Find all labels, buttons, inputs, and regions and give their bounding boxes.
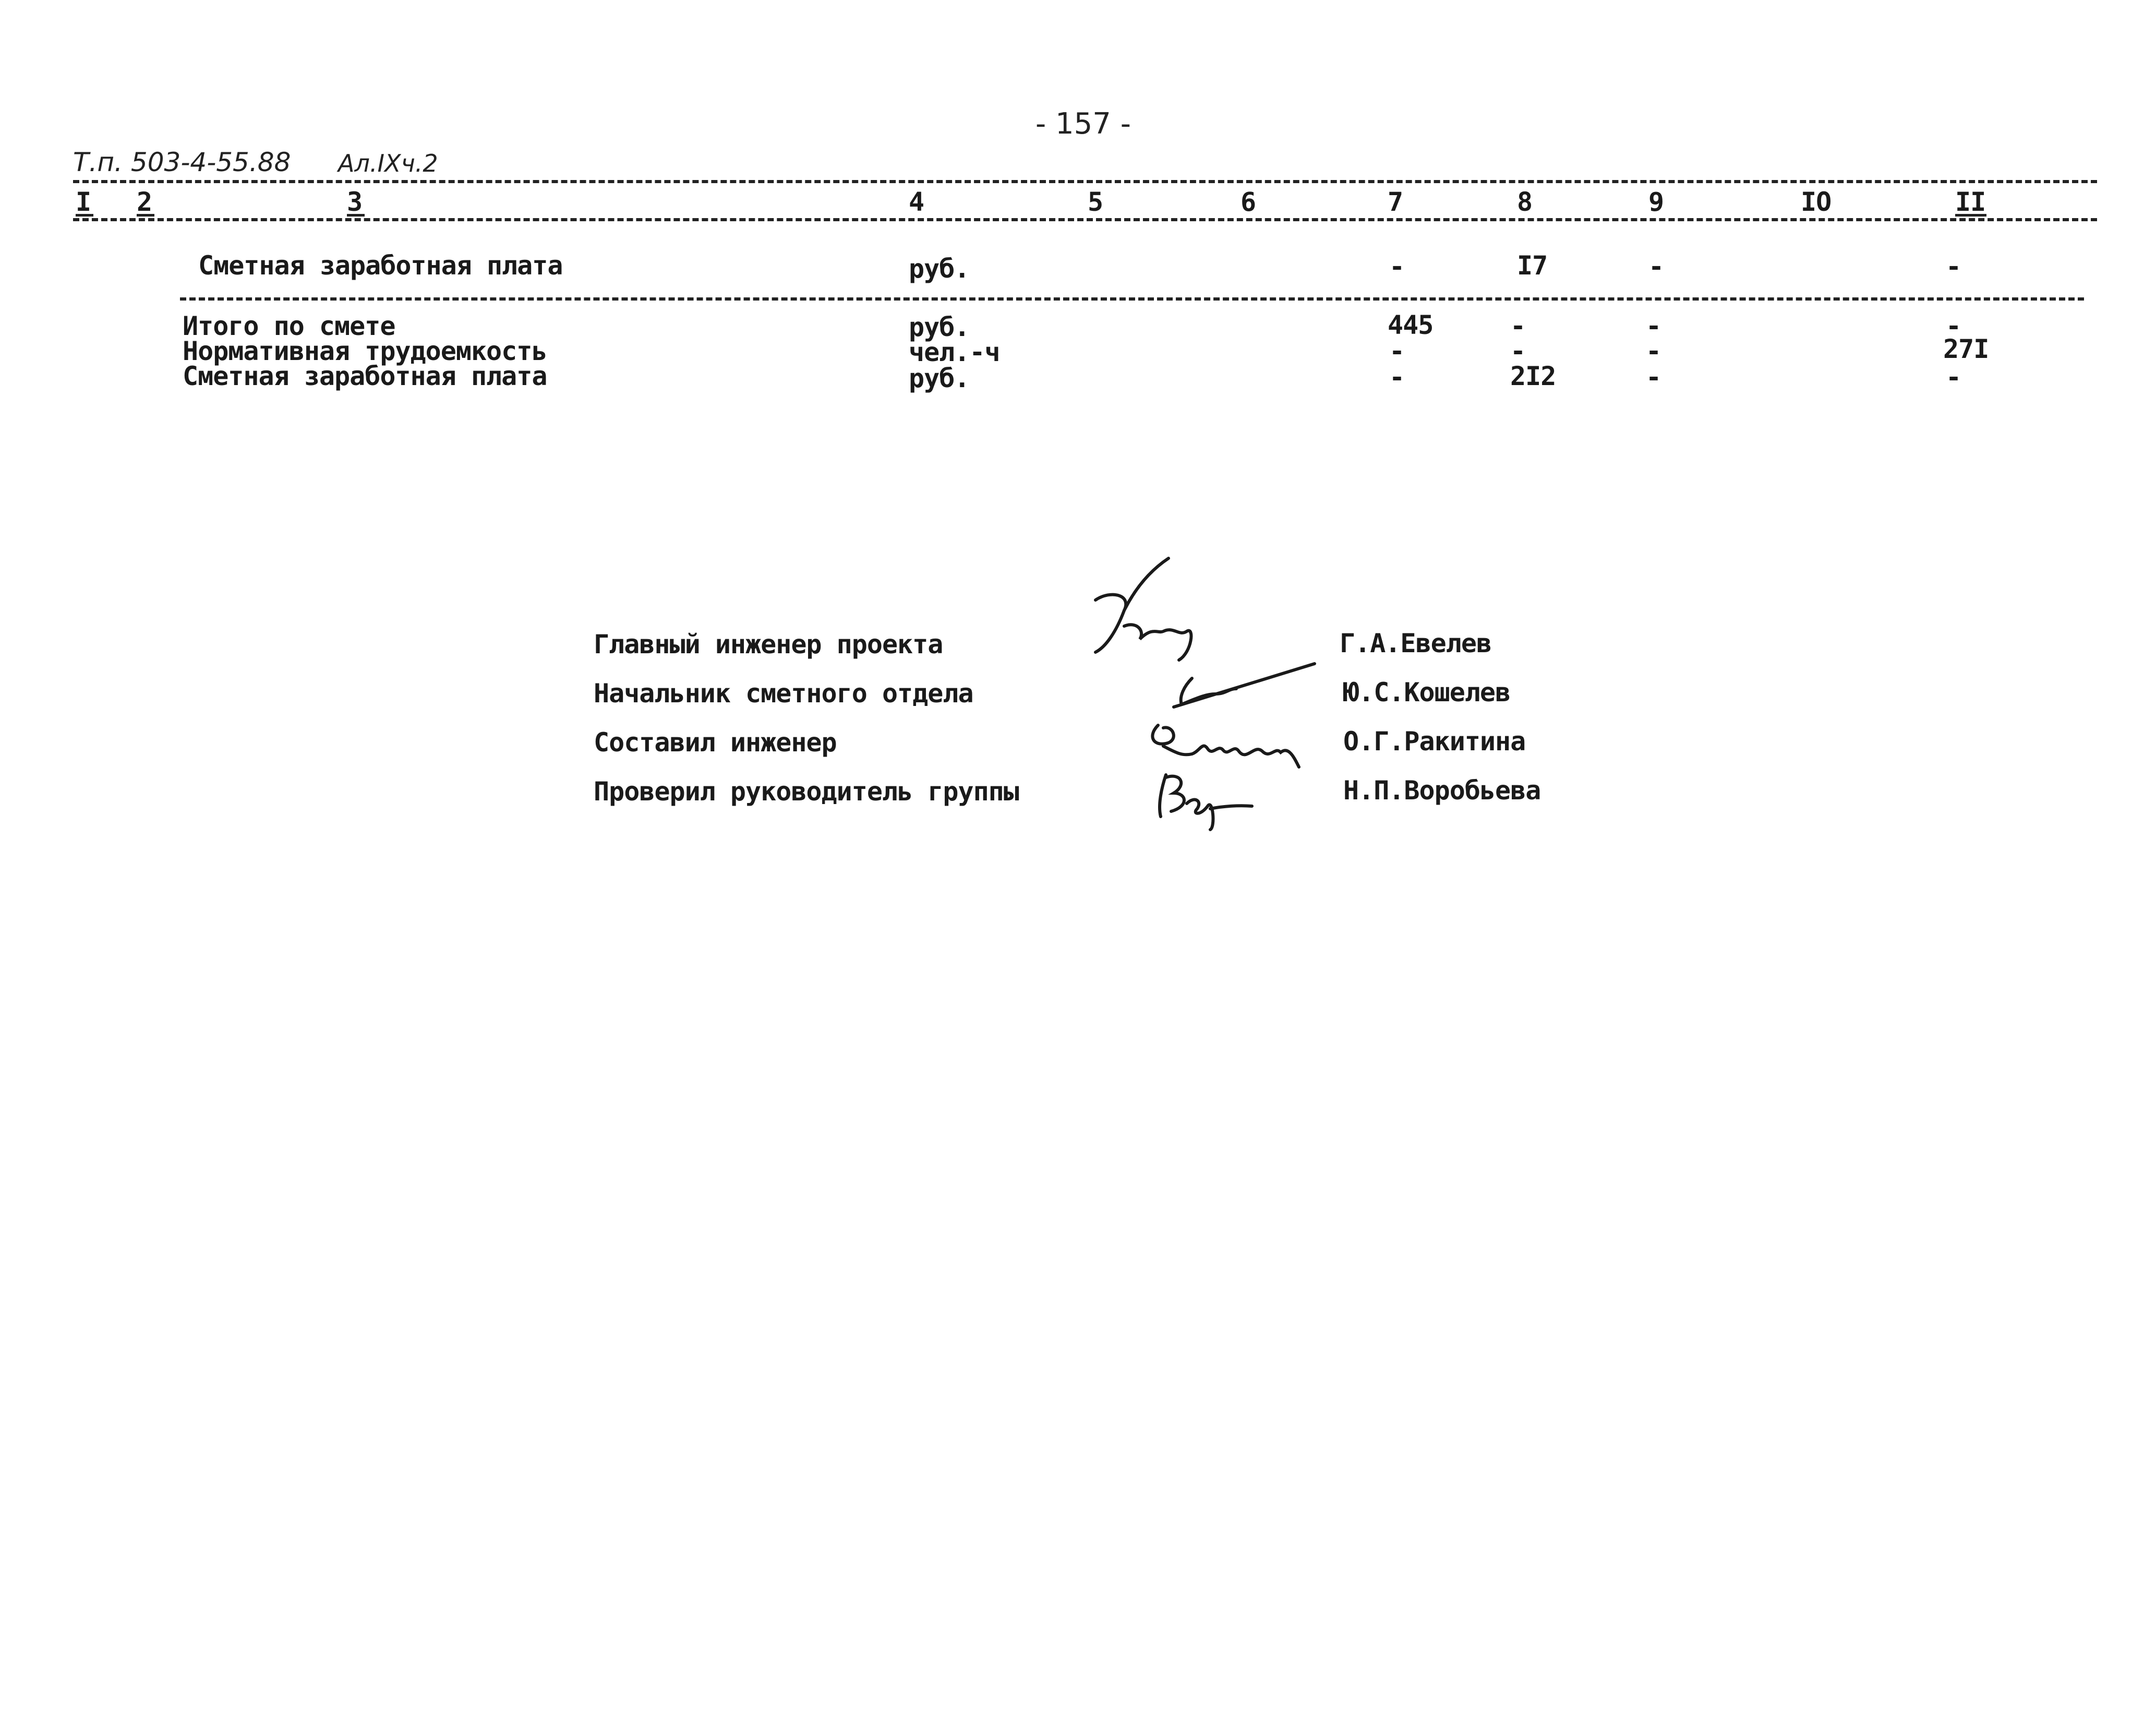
row-col9: - <box>1646 336 1661 366</box>
row-label: Сметная заработная плата <box>183 361 547 391</box>
column-header-9: 9 <box>1648 187 1664 217</box>
column-header-2: 2 <box>137 187 152 217</box>
signature-role: Проверил руководитель группы <box>594 776 1019 807</box>
row-col11: - <box>1946 362 1961 392</box>
row-col8: - <box>1510 336 1526 366</box>
column-header-8: 8 <box>1517 187 1533 217</box>
row-col7: - <box>1389 336 1405 366</box>
document-code: Т.п. 503-4-55.88 <box>73 147 291 177</box>
row-label: Сметная заработная плата <box>198 250 563 281</box>
signature-role: Начальник сметного отдела <box>594 678 973 709</box>
row-col11: - <box>1946 311 1961 341</box>
row-col7: 445 <box>1388 310 1434 340</box>
signature-mark-2 <box>1163 657 1320 715</box>
signature-mark-3 <box>1142 715 1309 772</box>
row-col11: - <box>1946 251 1961 282</box>
row-unit: руб. <box>909 312 970 342</box>
row-label: Итого по смете <box>183 311 395 341</box>
column-header-6: 6 <box>1240 187 1256 217</box>
row-col7: - <box>1389 362 1405 392</box>
column-header-7: 7 <box>1388 187 1403 217</box>
signature-mark-1 <box>1075 553 1210 673</box>
section-dashed-line <box>180 297 2084 301</box>
header-top-dashed-line <box>73 180 2097 183</box>
header-bottom-dashed-line <box>73 218 2097 221</box>
album-reference: Ал.IXч.2 <box>338 149 438 177</box>
row-col8: - <box>1510 311 1526 341</box>
row-col8: I7 <box>1517 250 1548 281</box>
signature-mark-4 <box>1150 764 1255 832</box>
signature-role: Составил инженер <box>594 727 837 758</box>
row-unit: чел.-ч <box>909 337 1000 367</box>
column-header-5: 5 <box>1088 187 1103 217</box>
signature-name: Н.П.Воробьева <box>1343 775 1541 806</box>
row-col7: - <box>1389 251 1405 282</box>
row-unit: руб. <box>909 363 970 393</box>
row-col9: - <box>1646 311 1661 341</box>
row-unit: руб. <box>909 254 970 284</box>
row-col9: - <box>1646 362 1661 392</box>
row-col8: 2I2 <box>1510 361 1556 391</box>
page-number: - 157 - <box>1035 107 1131 141</box>
signature-name: О.Г.Ракитина <box>1343 726 1526 757</box>
row-col11: 27I <box>1943 334 1989 364</box>
column-header-11: II <box>1955 187 1986 217</box>
column-header-4: 4 <box>909 187 924 217</box>
signature-name: Ю.С.Кошелев <box>1343 677 1511 708</box>
signature-role: Главный инженер проекта <box>594 629 943 660</box>
row-label: Нормативная трудоемкость <box>183 336 547 366</box>
column-header-1: I <box>76 187 91 217</box>
column-header-3: 3 <box>347 187 363 217</box>
row-col9: - <box>1648 251 1664 282</box>
column-header-10: IO <box>1801 187 1832 217</box>
signature-name: Г.А.Евелев <box>1340 628 1492 658</box>
